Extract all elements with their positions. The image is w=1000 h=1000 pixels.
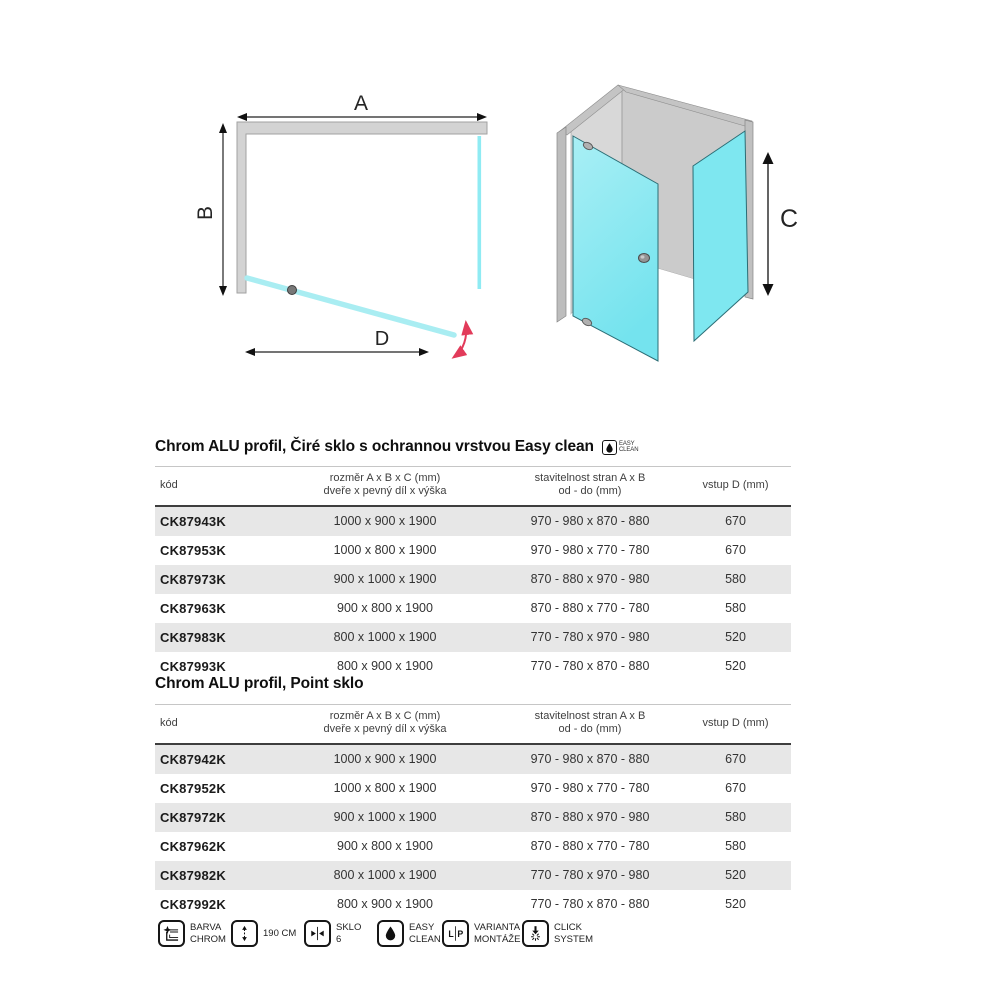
col-header-range: [500, 705, 680, 744]
badge-text-line: 190 CM: [263, 927, 297, 939]
range-cell: 870 - 880 x 970 - 980: [500, 565, 680, 594]
size-cell: 900 x 800 x 1900: [337, 601, 433, 616]
entry-width-cell: 670: [725, 543, 746, 558]
header-line: dveře x pevný díl x výška: [323, 485, 447, 498]
col-header-entry: vstup D (mm): [702, 716, 769, 729]
header-line: od - do (mm): [558, 723, 622, 736]
door-swing-arrow: [454, 323, 466, 357]
col-header-code: kód: [160, 716, 178, 729]
size-cell: 800 x 1000 x 1900: [270, 861, 500, 890]
products-table-easy-clean: [155, 466, 791, 681]
product-code-cell: CK87942K: [155, 744, 270, 774]
handle-highlight: [641, 255, 645, 258]
table-row: [155, 594, 791, 623]
dimension-c-label: C: [780, 205, 799, 233]
range-cell: 970 - 980 x 770 - 780: [530, 543, 650, 558]
badge-text-line: CHROM: [190, 933, 226, 945]
wall-profile: [237, 122, 487, 293]
products-table-point: [155, 704, 791, 919]
product-code-cell: CK87992K: [160, 896, 226, 912]
dimension-b-label: B: [194, 205, 217, 221]
header-line: rozměr A x B x C (mm): [329, 472, 441, 484]
plan-view-diagram: [194, 92, 487, 357]
entry-width-cell: 670: [725, 781, 746, 796]
badge-varianta-montaze: [442, 920, 520, 947]
size-cell: 900 x 1000 x 1900: [270, 803, 500, 832]
badge-text-line: EASY: [409, 922, 435, 934]
range-cell: 770 - 780 x 870 - 880: [530, 659, 650, 674]
arrowhead-icon: [763, 284, 774, 296]
size-cell: 1000 x 800 x 1900: [333, 781, 437, 796]
left-right-variant-icon: [442, 920, 469, 947]
size-cell: 1000 x 900 x 1900: [270, 506, 500, 536]
badge-label: [190, 922, 226, 944]
badge-text-line: BARVA: [190, 922, 222, 934]
col-header-size: [270, 467, 500, 506]
table-row: [155, 506, 791, 536]
badge-sklo-6: [304, 920, 361, 947]
table-row: [155, 623, 791, 652]
badge-label: [409, 922, 441, 944]
easy-clean-drop-icon: [602, 440, 617, 455]
easy-clean-badge-label: [619, 441, 639, 454]
product-code-cell: CK87943K: [155, 506, 270, 536]
table-row: [155, 832, 791, 861]
badge-text-line: SKLO: [336, 922, 362, 934]
range-cell: 770 - 780 x 970 - 980: [500, 861, 680, 890]
entry-width-cell: 520: [680, 623, 791, 652]
range-cell: 770 - 780 x 970 - 980: [500, 623, 680, 652]
arrowhead-icon: [477, 113, 487, 121]
entry-width-cell: 580: [725, 601, 746, 616]
entry-width-cell: 580: [680, 803, 791, 832]
range-cell: 970 - 980 x 870 - 880: [500, 744, 680, 774]
badge-text-line: CLEAN: [409, 933, 441, 945]
col-header-size: [270, 705, 500, 744]
badge-label: [554, 922, 593, 944]
table-row: [155, 536, 791, 565]
click-system-icon: [522, 920, 549, 947]
entry-width-cell: 520: [725, 659, 746, 674]
product-code-cell: CK87982K: [155, 861, 270, 890]
arrowhead-icon: [763, 152, 774, 164]
easy-clean-drop-icon: [377, 920, 404, 947]
badge-text-line: EASY: [618, 440, 635, 447]
size-cell: 1000 x 800 x 1900: [333, 543, 437, 558]
product-code-cell: CK87993K: [160, 658, 226, 674]
table-body: [155, 506, 791, 681]
entry-width-cell: 580: [680, 565, 791, 594]
badge-easy-clean: [377, 920, 441, 947]
dimension-d-label: D: [374, 328, 390, 350]
badge-height-190: [231, 920, 296, 947]
entry-width-cell: 670: [680, 744, 791, 774]
door-handle: [288, 286, 297, 295]
table-header-row: [155, 467, 791, 506]
badge-text-line: MONTÁŽE: [474, 933, 521, 945]
size-cell: 800 x 900 x 1900: [337, 659, 433, 674]
product-code-cell: CK87963K: [160, 600, 226, 616]
badge-label: [263, 928, 296, 939]
isometric-view-diagram: [557, 85, 798, 372]
variant-right-letter: P: [457, 928, 464, 939]
table-row: [155, 861, 791, 890]
entry-width-cell: 670: [680, 506, 791, 536]
header-line: dveře x pevný díl x výška: [323, 723, 447, 736]
arrowhead-icon: [219, 286, 227, 296]
table-row: [155, 774, 791, 803]
glass-thickness-icon: [304, 920, 331, 947]
header-line: stavitelnost stran A x B: [534, 710, 646, 722]
col-header-range: [500, 467, 680, 506]
range-cell: 870 - 880 x 770 - 780: [530, 601, 650, 616]
fixed-glass-panel: [478, 136, 482, 289]
variant-left-letter: L: [448, 928, 454, 939]
section1-title-text: Chrom ALU profil, Čiré sklo s ochrannou vrstvou Easy clean: [155, 438, 594, 455]
size-cell: 1000 x 900 x 1900: [270, 744, 500, 774]
table-row: [155, 803, 791, 832]
entry-width-cell: 520: [680, 861, 791, 890]
product-code-cell: CK87962K: [160, 838, 226, 854]
door-glass-open: [247, 278, 454, 335]
product-code-cell: CK87953K: [160, 542, 226, 558]
size-cell: 800 x 900 x 1900: [337, 897, 433, 912]
header-line: od - do (mm): [558, 485, 622, 498]
product-code-cell: CK87972K: [155, 803, 270, 832]
header-line: rozměr A x B x C (mm): [329, 710, 441, 722]
range-cell: 970 - 980 x 870 - 880: [500, 506, 680, 536]
entry-width-cell: 580: [725, 839, 746, 854]
product-code-cell: CK87983K: [155, 623, 270, 652]
range-cell: 770 - 780 x 870 - 880: [530, 897, 650, 912]
arrowhead-icon: [219, 123, 227, 133]
easy-clean-badge: [602, 440, 639, 455]
section-title-point: [155, 675, 363, 693]
section-title-easy-clean: [155, 438, 638, 456]
entry-width-cell: 520: [725, 897, 746, 912]
left-wall-profile: [557, 127, 566, 322]
size-cell: 800 x 1000 x 1900: [270, 623, 500, 652]
technical-diagrams: [0, 0, 1000, 432]
table-row: [155, 890, 791, 919]
badge-label: [336, 922, 361, 944]
height-arrow-icon: [231, 920, 258, 947]
table-row: [155, 565, 791, 594]
product-code-cell: CK87973K: [155, 565, 270, 594]
badge-label: [474, 922, 520, 944]
arrowhead-icon: [245, 348, 255, 356]
col-header-code: kód: [160, 478, 178, 491]
range-cell: 870 - 880 x 970 - 980: [500, 803, 680, 832]
badge-text-line: 6: [336, 933, 342, 945]
range-cell: 970 - 980 x 770 - 780: [530, 781, 650, 796]
col-header-entry: vstup D (mm): [702, 478, 769, 491]
product-code-cell: CK87952K: [160, 780, 226, 796]
table-header-row: [155, 705, 791, 744]
badge-text-line: CLEAN: [618, 447, 639, 453]
section2-title-text: Chrom ALU profil, Point sklo: [155, 675, 364, 692]
badge-text-line: CLICK: [554, 922, 582, 934]
size-cell: 900 x 1000 x 1900: [270, 565, 500, 594]
header-line: stavitelnost stran A x B: [534, 472, 646, 484]
chrome-profile-icon: [158, 920, 185, 947]
badge-text-line: VARIANTA: [474, 922, 521, 934]
arrowhead-icon: [237, 113, 247, 121]
arrowhead-icon: [419, 348, 429, 356]
size-cell: 900 x 800 x 1900: [337, 839, 433, 854]
range-cell: 870 - 880 x 770 - 780: [530, 839, 650, 854]
table-row: [155, 744, 791, 774]
dimension-a-label: A: [353, 92, 369, 115]
table-body: [155, 744, 791, 919]
badge-barva-chrom: [158, 920, 226, 947]
badge-click-system: [522, 920, 593, 947]
badge-text-line: SYSTEM: [554, 933, 594, 945]
